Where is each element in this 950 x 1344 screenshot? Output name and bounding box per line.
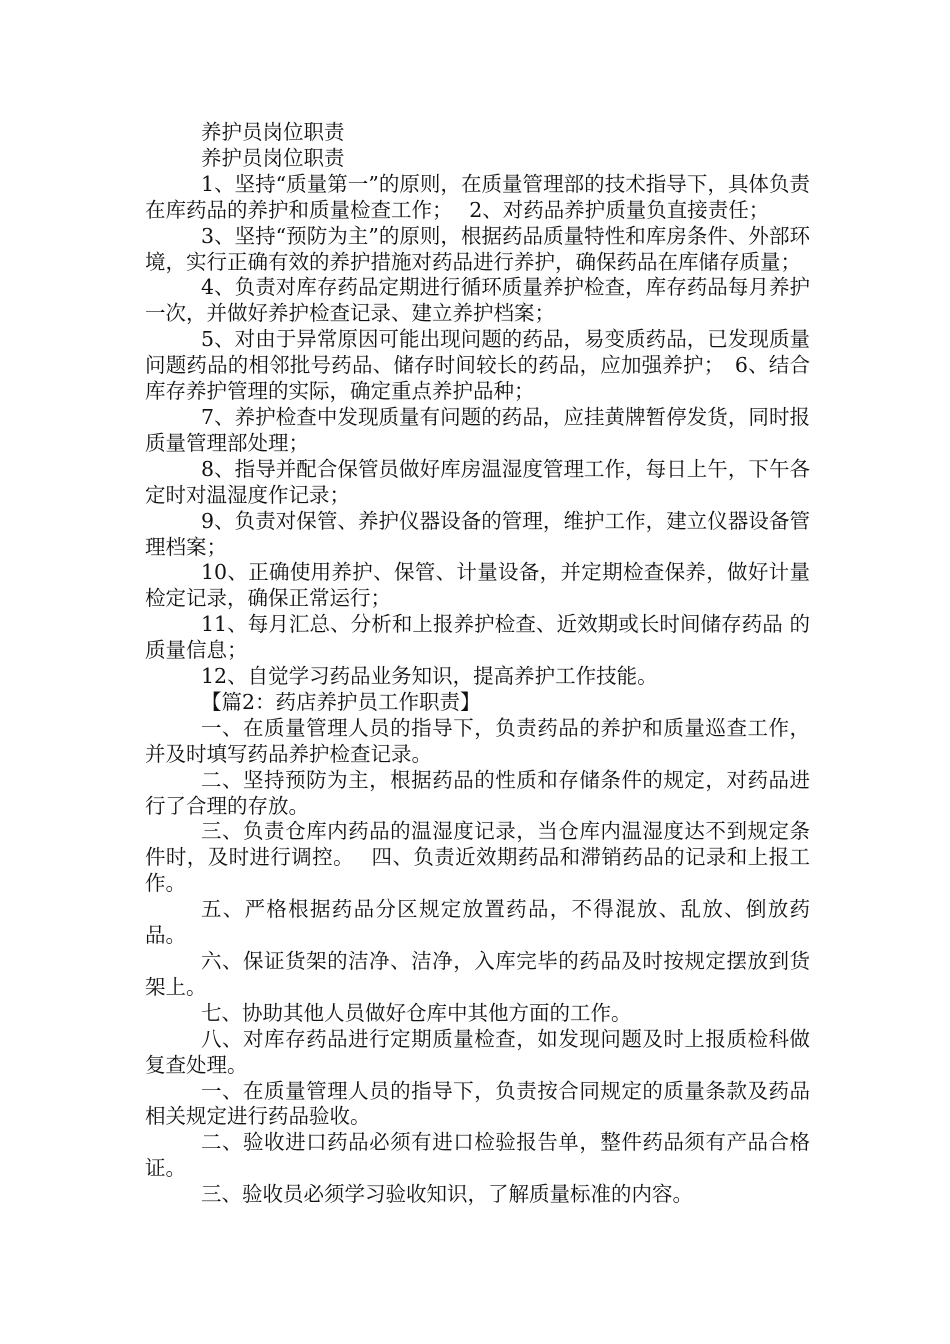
document-body — [145, 120, 810, 1208]
section-heading: 【篇2：药店养护员工作职责】 — [201, 689, 481, 714]
paragraph: 一、在质量管理人员的指导下，负责药品的养护和质量巡查工作，并及时填写药品养护检查记录。 — [145, 715, 810, 766]
paragraph: 二、坚持预防为主，根据药品的性质和存储条件的规定，对药品进行了合理的存放。 — [145, 767, 810, 818]
paragraph: 4、负责对库存药品定期进行循环质量养护检查，库存药品每月养护一次，并做好养护检查记录、建立养护档案； — [145, 275, 810, 326]
doc-title: 养护员岗位职责 — [201, 120, 345, 144]
paragraph: 5、对由于异常原因可能出现问题的药品，易变质药品，已发现质量问题药品的相邻批号药品、储存时间较长的药品，应加强养护； 6、结合库存养护管理的实际，确定重点养护品种； — [145, 327, 810, 404]
paragraph: 3、坚持“预防为主”的原则，根据药品质量特性和库房条件、外部环境，实行正确有效的养护措施对药品进行养护，确保药品在库储存质量； — [145, 223, 810, 274]
paragraph: 五、严格根据药品分区规定放置药品，不得混放、乱放、倒放药品。 — [145, 897, 810, 948]
doc-subtitle: 养护员岗位职责 — [201, 145, 345, 170]
paragraph: 9、负责对保管、养护仪器设备的管理，维护工作，建立仪器设备管理档案； — [145, 508, 810, 559]
paragraph: 1、坚持“质量第一”的原则，在质量管理部的技术指导下，具体负责在库药品的养护和质量检查工作； 2、对药品养护质量负直接责任； — [145, 171, 810, 222]
paragraph: 二、验收进口药品必须有进口检验报告单，整件药品须有产品合格证。 — [145, 1130, 810, 1181]
paragraph: 7、养护检查中发现质量有问题的药品，应挂黄牌暂停发货，同时报质量管理部处理； — [145, 404, 810, 455]
paragraph: 8、指导并配合保管员做好库房温湿度管理工作，每日上午，下午各定时对温湿度作记录； — [145, 456, 810, 507]
paragraph: 六、保证货架的洁净、洁净，入库完毕的药品及时按规定摆放到货架上。 — [145, 949, 810, 999]
paragraph: 三、验收员必须学习验收知识，了解质量标准的内容。 — [201, 1182, 693, 1207]
paragraph: 12、自觉学习药品业务知识，提高养护工作技能。 — [201, 664, 658, 689]
paragraph: 七、协助其他人员做好仓库中其他方面的工作。 — [201, 1000, 632, 1025]
paragraph: 一、在质量管理人员的指导下，负责按合同规定的质量条款及药品相关规定进行药品验收。 — [145, 1078, 810, 1129]
paragraph: 八、对库存药品进行定期质量检查，如发现问题及时上报质检科做复查处理。 — [145, 1026, 810, 1077]
paragraph: 10、正确使用养护、保管、计量设备，并定期检查保养，做好计量检定记录，确保正常运行； — [145, 560, 810, 611]
paragraph: 三、负责仓库内药品的温湿度记录，当仓库内温湿度达不到规定条件时，及时进行调控。 四、负责近效期药品和滞销药品的记录和上报工作。 — [145, 819, 810, 896]
paragraph: 11、每月汇总、分析和上报养护检查、近效期或长时间储存药品 的质量信息； — [145, 612, 810, 663]
